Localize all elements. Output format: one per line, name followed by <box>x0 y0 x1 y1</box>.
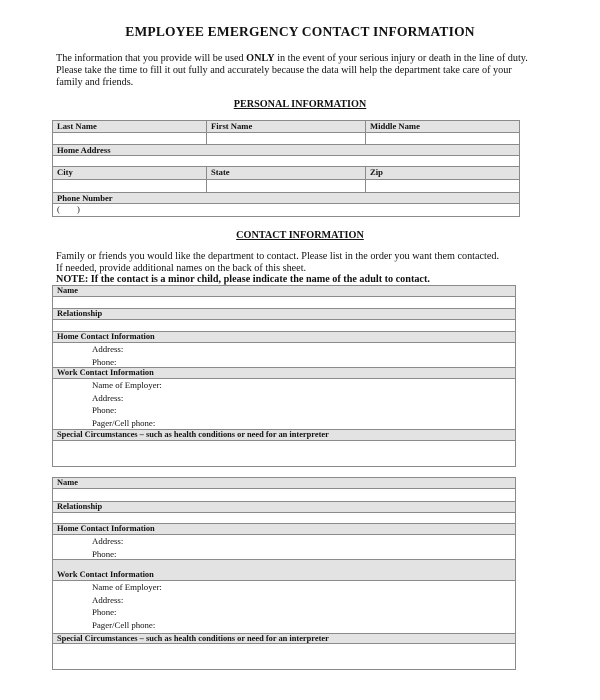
special-circumstances-header: Special Circumstances – such as health conditions or need for an interpreter <box>53 430 515 441</box>
middle-name-field[interactable] <box>366 133 519 144</box>
middle-name-label: Middle Name <box>370 121 420 131</box>
zip-field[interactable] <box>366 180 519 192</box>
employer-label: Name of Employer: <box>92 582 162 592</box>
relationship-label: Relationship <box>53 309 515 320</box>
relationship-field[interactable] <box>53 320 515 332</box>
work-address-label: Address: <box>92 392 124 403</box>
last-name-field[interactable] <box>53 133 207 144</box>
city-input-row <box>53 180 519 193</box>
intro-paragraph <box>56 53 536 89</box>
relationship-field[interactable] <box>53 513 515 524</box>
home-contact-header: Home Contact Information <box>53 332 515 343</box>
minor-child-note: NOTE: If the contact is a minor child, please indicate the name of the adult to contact. <box>56 274 430 285</box>
home-address-label: Address: <box>92 344 124 354</box>
name-input-row <box>53 133 519 145</box>
home-address-input-row <box>53 156 519 167</box>
special-circumstances-field[interactable] <box>53 441 515 466</box>
state-label: State <box>207 167 366 179</box>
work-phone-label: Phone: <box>92 607 117 617</box>
city-label: City <box>53 167 207 179</box>
form-title: EMPLOYEE EMERGENCY CONTACT INFORMATION <box>125 24 475 39</box>
first-name-field[interactable] <box>207 133 366 144</box>
intro-emphasis: ONLY <box>246 53 275 64</box>
special-circumstances-field[interactable] <box>53 644 515 669</box>
home-address-label: Home Address <box>57 145 111 155</box>
personal-info-table <box>52 120 520 217</box>
work-contact-header <box>53 560 515 581</box>
name-header-row <box>53 121 519 133</box>
phone-number-field[interactable]: ( ) <box>57 204 80 214</box>
work-contact-header: Work Contact Information <box>53 368 515 379</box>
work-contact-fields[interactable] <box>53 379 515 430</box>
last-name-label: Last Name <box>53 121 207 132</box>
work-contact-fields[interactable] <box>53 581 515 634</box>
phone-header-row <box>53 193 519 204</box>
work-phone-label: Phone: <box>92 405 117 415</box>
phone-input-row <box>53 204 519 216</box>
contact-instructions-line2: If needed, provide additional names on the back of this sheet. <box>56 262 307 274</box>
phone-number-label: Phone Number <box>57 193 113 203</box>
home-phone-label: Phone: <box>92 548 117 559</box>
home-address-field[interactable] <box>53 156 519 166</box>
employer-label: Name of Employer: <box>92 380 162 390</box>
contact-instructions-line1: Family or friends you would like the department to contact. Please list in the order you want them contacted. <box>56 251 500 262</box>
pager-cell-label: Pager/Cell phone: <box>92 619 156 630</box>
first-name-label: First Name <box>207 121 366 132</box>
home-address-label: Address: <box>92 536 124 546</box>
contact-block-1 <box>52 285 516 467</box>
relationship-label: Relationship <box>53 502 515 513</box>
home-contact-fields[interactable] <box>53 343 515 368</box>
home-address-header-row <box>53 145 519 156</box>
personal-info-heading: PERSONAL INFORMATION <box>233 99 367 110</box>
pager-cell-label: Pager/Cell phone: <box>92 417 156 428</box>
contact-name-label: Name <box>53 286 515 297</box>
home-phone-label: Phone: <box>92 356 117 367</box>
state-field[interactable] <box>207 180 366 192</box>
home-contact-fields[interactable] <box>53 535 515 560</box>
contact-block-2 <box>52 477 516 670</box>
intro-text-start: The information that you provide will be used <box>56 53 247 64</box>
contact-name-label: Name <box>53 478 515 489</box>
city-field[interactable] <box>53 180 207 192</box>
contact-name-field[interactable] <box>53 297 515 309</box>
contact-instructions <box>56 251 546 286</box>
work-contact-header-label: Work Contact Information <box>57 570 154 579</box>
contact-info-heading: CONTACT INFORMATION <box>236 230 364 241</box>
special-circumstances-header: Special Circumstances – such as health conditions or need for an interpreter <box>53 634 515 644</box>
intro-text-end: in the event of your serious injury or death in the line of duty. Please take the time to fill it out fully and accurately because the data will help the department take care of your family and friends. <box>56 53 528 88</box>
city-header-row <box>53 167 519 180</box>
contact-name-field[interactable] <box>53 489 515 502</box>
zip-label: Zip <box>370 167 383 177</box>
home-contact-header: Home Contact Information <box>53 524 515 535</box>
work-address-label: Address: <box>92 594 124 605</box>
